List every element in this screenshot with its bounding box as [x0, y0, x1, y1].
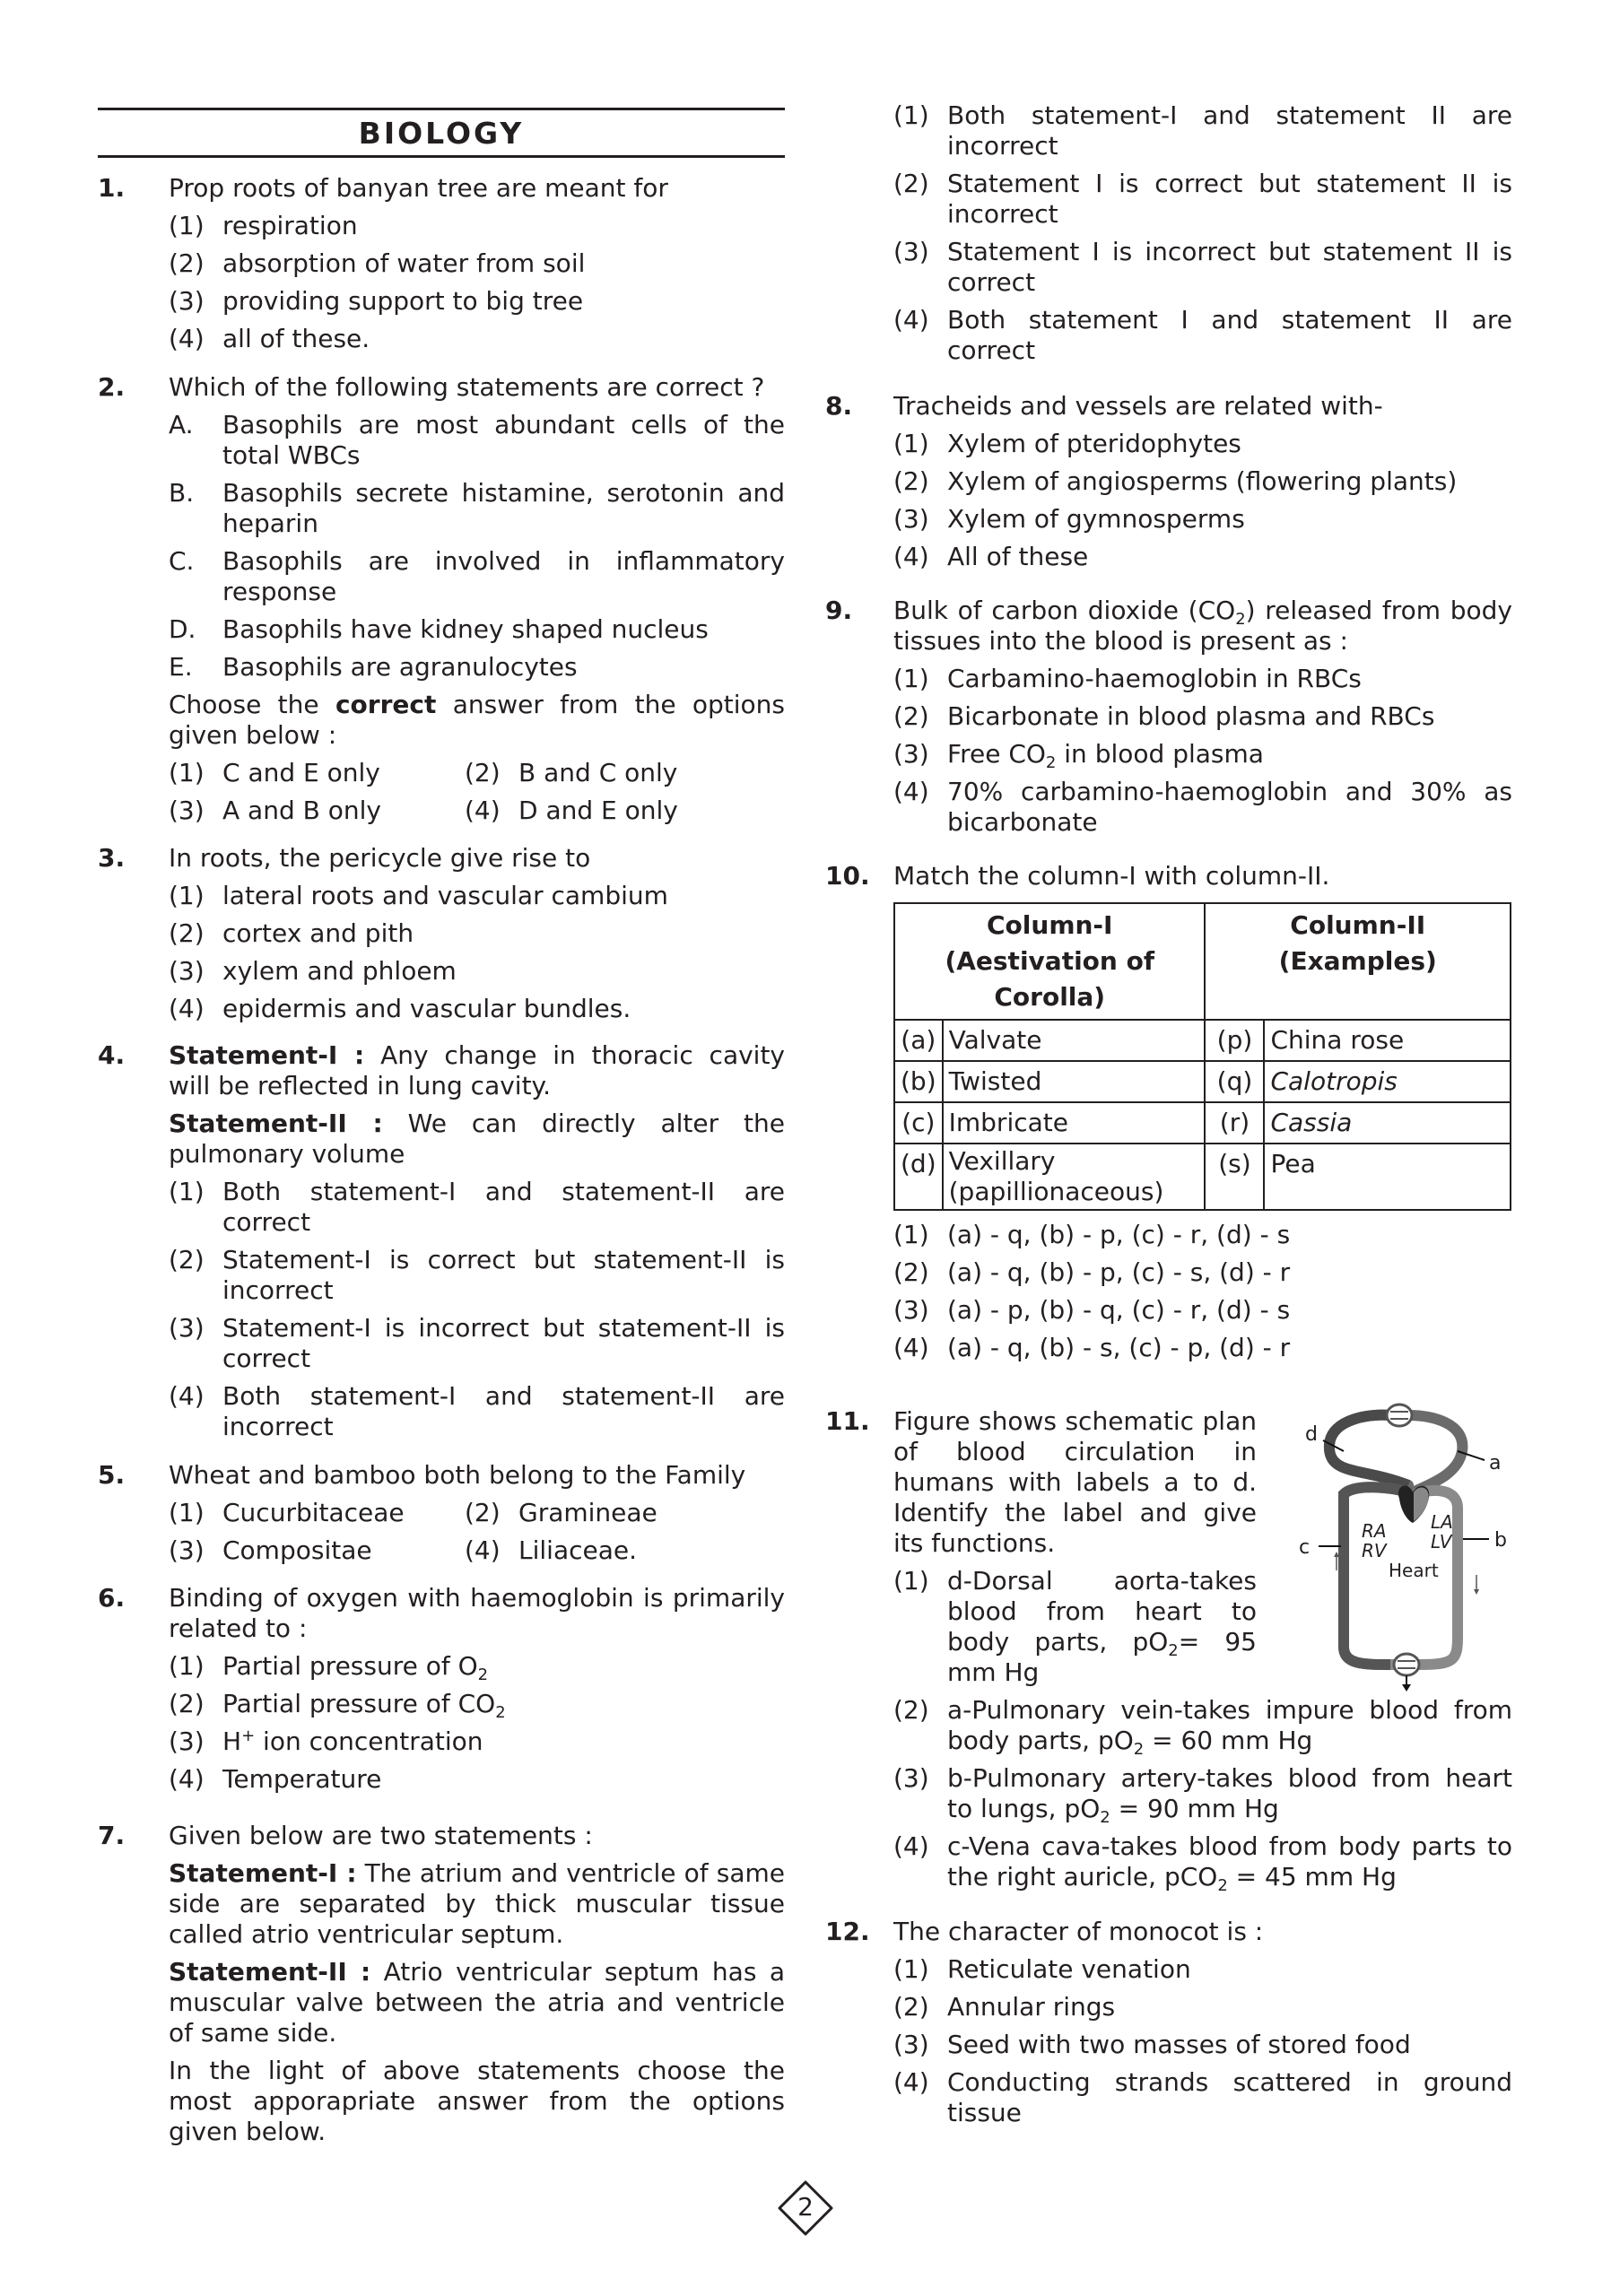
option-4[interactable]: (4) Temperature — [169, 1764, 382, 1794]
option-2[interactable]: (2) Statement I is correct but statement II is incorrect — [893, 169, 1512, 229]
svg-text:Heart: Heart — [1389, 1560, 1439, 1581]
statement-a: A. Basophils are most abundant cells of the total WBCs — [169, 410, 785, 470]
option-3[interactable]: (3) providing support to big tree — [169, 286, 584, 316]
statement-1: Statement-I : The atrium and ventricle of same side are separated by thick muscular tissue called atrio ventricular septum. — [169, 1858, 785, 1949]
question-number: 5. — [98, 1460, 126, 1490]
option-1[interactable]: (1) d-Dorsal aorta-takes blood from heart to body parts, $pO_2= 95$ mm Hg — [893, 1566, 1257, 1687]
question-number: 4. — [98, 1040, 126, 1070]
option-3[interactable]: (3) H+ ion concentration — [169, 1726, 483, 1756]
question-5 — [98, 1460, 785, 1566]
option-4[interactable]: (4) Both statement-I and statement-II are incorrect — [169, 1381, 785, 1441]
column-1-header: Column-I (Aestivation of Corolla) — [894, 903, 1205, 1020]
option-1[interactable]: (1) (a) - q, (b) - p, (c) - r, (d) - s — [893, 1220, 1291, 1249]
question-11 — [825, 1406, 1512, 1895]
option-3[interactable]: (3) xylem and phloem — [169, 956, 457, 986]
statement-c: C. Basophils are involved in inflammatory response — [169, 546, 785, 606]
option-1[interactable]: (1) Both statement-I and statement II are incorrect — [893, 100, 1512, 161]
page-number-badge — [777, 2179, 834, 2237]
option-2[interactable]: (2) a-Pulmonary vein-takes impure blood from body parts, $pO_2 = 60$ mm Hg — [893, 1695, 1512, 1759]
page-number: 2 — [797, 2192, 814, 2222]
statement-2: Statement-II : We can directly alter the pulmonary volume — [169, 1109, 785, 1169]
option-3[interactable]: (3) Xylem of gymnosperms — [893, 504, 1245, 534]
svg-text:LA: LA — [1431, 1511, 1453, 1533]
question-3 — [98, 843, 785, 1024]
option-1[interactable]: (1) Partial pressure of $O_2$ — [169, 1651, 489, 1684]
question-7 — [98, 1821, 785, 2154]
option-4[interactable]: (4) Conducting strands scattered in ground tissue — [893, 2067, 1512, 2127]
option-4[interactable]: (4) (a) - q, (b) - s, (c) - p, (d) - r — [893, 1333, 1291, 1362]
table-row: (d) Vexillary (papillionaceous) (s) Pea — [894, 1144, 1511, 1210]
circulation-schematic-icon — [1274, 1396, 1516, 1692]
question-text: Prop roots of banyan tree are meant for — [169, 173, 668, 203]
question-text: Bulk of carbon dioxide $(CO_2)$ released from body tissues into the blood is present as : — [893, 596, 1512, 656]
option-3[interactable]: (3) A and B only — [169, 796, 381, 825]
option-3[interactable]: (3) Free $CO_2$ in blood plasma — [893, 739, 1264, 772]
option-1[interactable]: (1) lateral roots and vascular cambium — [169, 881, 668, 910]
option-4[interactable]: (4) Liliaceae. — [465, 1535, 638, 1565]
instruction: Choose the correct answer from the options given below : — [169, 690, 785, 750]
blood-circulation-diagram — [1274, 1396, 1516, 1692]
option-1[interactable]: (1) Both statement-I and statement-II are correct — [169, 1177, 785, 1237]
option-2[interactable]: (2) Annular rings — [893, 1992, 1116, 2022]
question-number: 12. — [825, 1917, 870, 1946]
column-2-header: Column-II (Examples) — [1205, 903, 1511, 1020]
question-2 — [98, 372, 785, 826]
option-2[interactable]: (2) Partial pressure of $CO_2$ — [169, 1689, 506, 1722]
question-text: Figure shows schematic plan of blood circulation in humans with labels a to d. Identify the label and give its functions. — [893, 1406, 1257, 1558]
question-text: In roots, the pericycle give rise to — [169, 843, 591, 873]
section-header — [98, 108, 785, 158]
option-2[interactable]: (2) cortex and pith — [169, 918, 414, 948]
question-9 — [825, 596, 1512, 838]
option-2[interactable]: (2) (a) - q, (b) - p, (c) - s, (d) - r — [893, 1257, 1291, 1287]
svg-text:LV: LV — [1431, 1531, 1452, 1552]
question-number: 9. — [825, 596, 853, 625]
question-text: Which of the following statements are correct ? — [169, 372, 765, 402]
question-12 — [825, 1917, 1512, 2128]
option-2[interactable]: (2) Statement-I is correct but statement-II is incorrect — [169, 1245, 785, 1305]
svg-text:RV: RV — [1362, 1540, 1387, 1561]
statement-2: Statement-II : Atrio ventricular septum has a muscular valve between the atria and ventricle of same side. — [169, 1957, 785, 2048]
question-text: Tracheids and vessels are related with- — [893, 391, 1383, 421]
question-text: Match the column-I with column-II. — [893, 861, 1330, 891]
question-number: 10. — [825, 861, 870, 891]
statement-1: Statement-I : Any change in thoracic cavity will be reflected in lung cavity. — [169, 1040, 785, 1100]
instruction: In the light of above statements choose the most apporapriate answer from the options given below. — [169, 2056, 785, 2146]
svg-text:b: b — [1494, 1529, 1507, 1552]
svg-text:d: d — [1305, 1423, 1318, 1446]
question-number: 7. — [98, 1821, 126, 1850]
option-4[interactable]: (4) c-Vena cava-takes blood from body parts to the right auricle, pCO$_2$ = 45 mm Hg — [893, 1831, 1512, 1895]
section-title: BIOLOGY — [358, 115, 525, 151]
statement-b: B. Basophils secrete histamine, serotonin and heparin — [169, 478, 785, 538]
option-1[interactable]: (1) Cucurbitaceae — [169, 1498, 405, 1527]
question-number: 8. — [825, 391, 853, 421]
statement-d: D. Basophils have kidney shaped nucleus — [169, 614, 709, 644]
option-2[interactable]: (2) Gramineae — [465, 1498, 657, 1527]
table-row: (c) Imbricate (r) Cassia — [894, 1102, 1511, 1144]
option-1[interactable]: (1) Carbamino-haemoglobin in RBCs — [893, 664, 1362, 693]
svg-text:a: a — [1489, 1452, 1502, 1474]
option-1[interactable]: (1) Reticulate venation — [893, 1954, 1191, 1984]
option-1[interactable]: (1) Xylem of pteridophytes — [893, 429, 1241, 458]
question-text: Given below are two statements : — [169, 1821, 593, 1850]
svg-text:RA: RA — [1362, 1520, 1387, 1542]
table-row: (a) Valvate (p) China rose — [894, 1020, 1511, 1061]
question-text: Binding of oxygen with haemoglobin is primarily related to : — [169, 1583, 785, 1643]
option-3[interactable]: (3) Statement I is incorrect but statement II is correct — [893, 237, 1512, 297]
option-2[interactable]: (2) absorption of water from soil — [169, 248, 586, 278]
option-2[interactable]: (2) Bicarbonate in blood plasma and RBCs — [893, 701, 1435, 731]
option-3[interactable]: (3) b-Pulmonary artery-takes blood from heart to lungs, $pO_2 = 90$ mm Hg — [893, 1763, 1512, 1827]
option-3[interactable]: (3) Statement-I is incorrect but statement-II is correct — [169, 1313, 785, 1373]
option-3[interactable]: (3) (a) - p, (b) - q, (c) - r, (d) - s — [893, 1295, 1291, 1325]
question-text: The character of monocot is : — [893, 1917, 1264, 1946]
option-1[interactable]: (1) C and E only — [169, 758, 380, 787]
option-1[interactable]: (1) respiration — [169, 211, 358, 240]
table-row: (b) Twisted (q) Calotropis — [894, 1061, 1511, 1102]
svg-text:c: c — [1299, 1536, 1311, 1559]
match-table — [893, 902, 1511, 1211]
question-10 — [825, 861, 1512, 1363]
option-3[interactable]: (3) Compositae — [169, 1535, 372, 1565]
question-1 — [98, 173, 785, 354]
option-2[interactable]: (2) B and C only — [465, 758, 678, 787]
option-4[interactable]: (4) D and E only — [465, 796, 678, 825]
table-header-row — [894, 903, 1511, 1020]
question-6 — [98, 1583, 785, 1795]
question-number: 3. — [98, 843, 126, 873]
question-8 — [825, 391, 1512, 572]
question-number: 6. — [98, 1583, 126, 1613]
option-4[interactable]: (4) Both statement I and statement II are correct — [893, 305, 1512, 365]
option-3[interactable]: (3) Seed with two masses of stored food — [893, 2030, 1411, 2059]
question-4 — [98, 1040, 785, 1442]
statement-e: E. Basophils are agranulocytes — [169, 652, 578, 682]
question-number: 2. — [98, 372, 126, 402]
option-4[interactable]: (4) epidermis and vascular bundles. — [169, 994, 631, 1023]
option-2[interactable]: (2) Xylem of angiosperms (flowering plants) — [893, 466, 1458, 496]
question-number: 1. — [98, 173, 126, 203]
option-4[interactable]: (4) 70% carbamino-haemoglobin and 30% as bicarbonate — [893, 777, 1512, 837]
option-4[interactable]: (4) all of these. — [169, 324, 370, 353]
question-7-options — [825, 100, 1512, 366]
option-4[interactable]: (4) All of these — [893, 542, 1089, 571]
question-number: 11. — [825, 1406, 870, 1436]
question-text: Wheat and bamboo both belong to the Family — [169, 1460, 746, 1490]
